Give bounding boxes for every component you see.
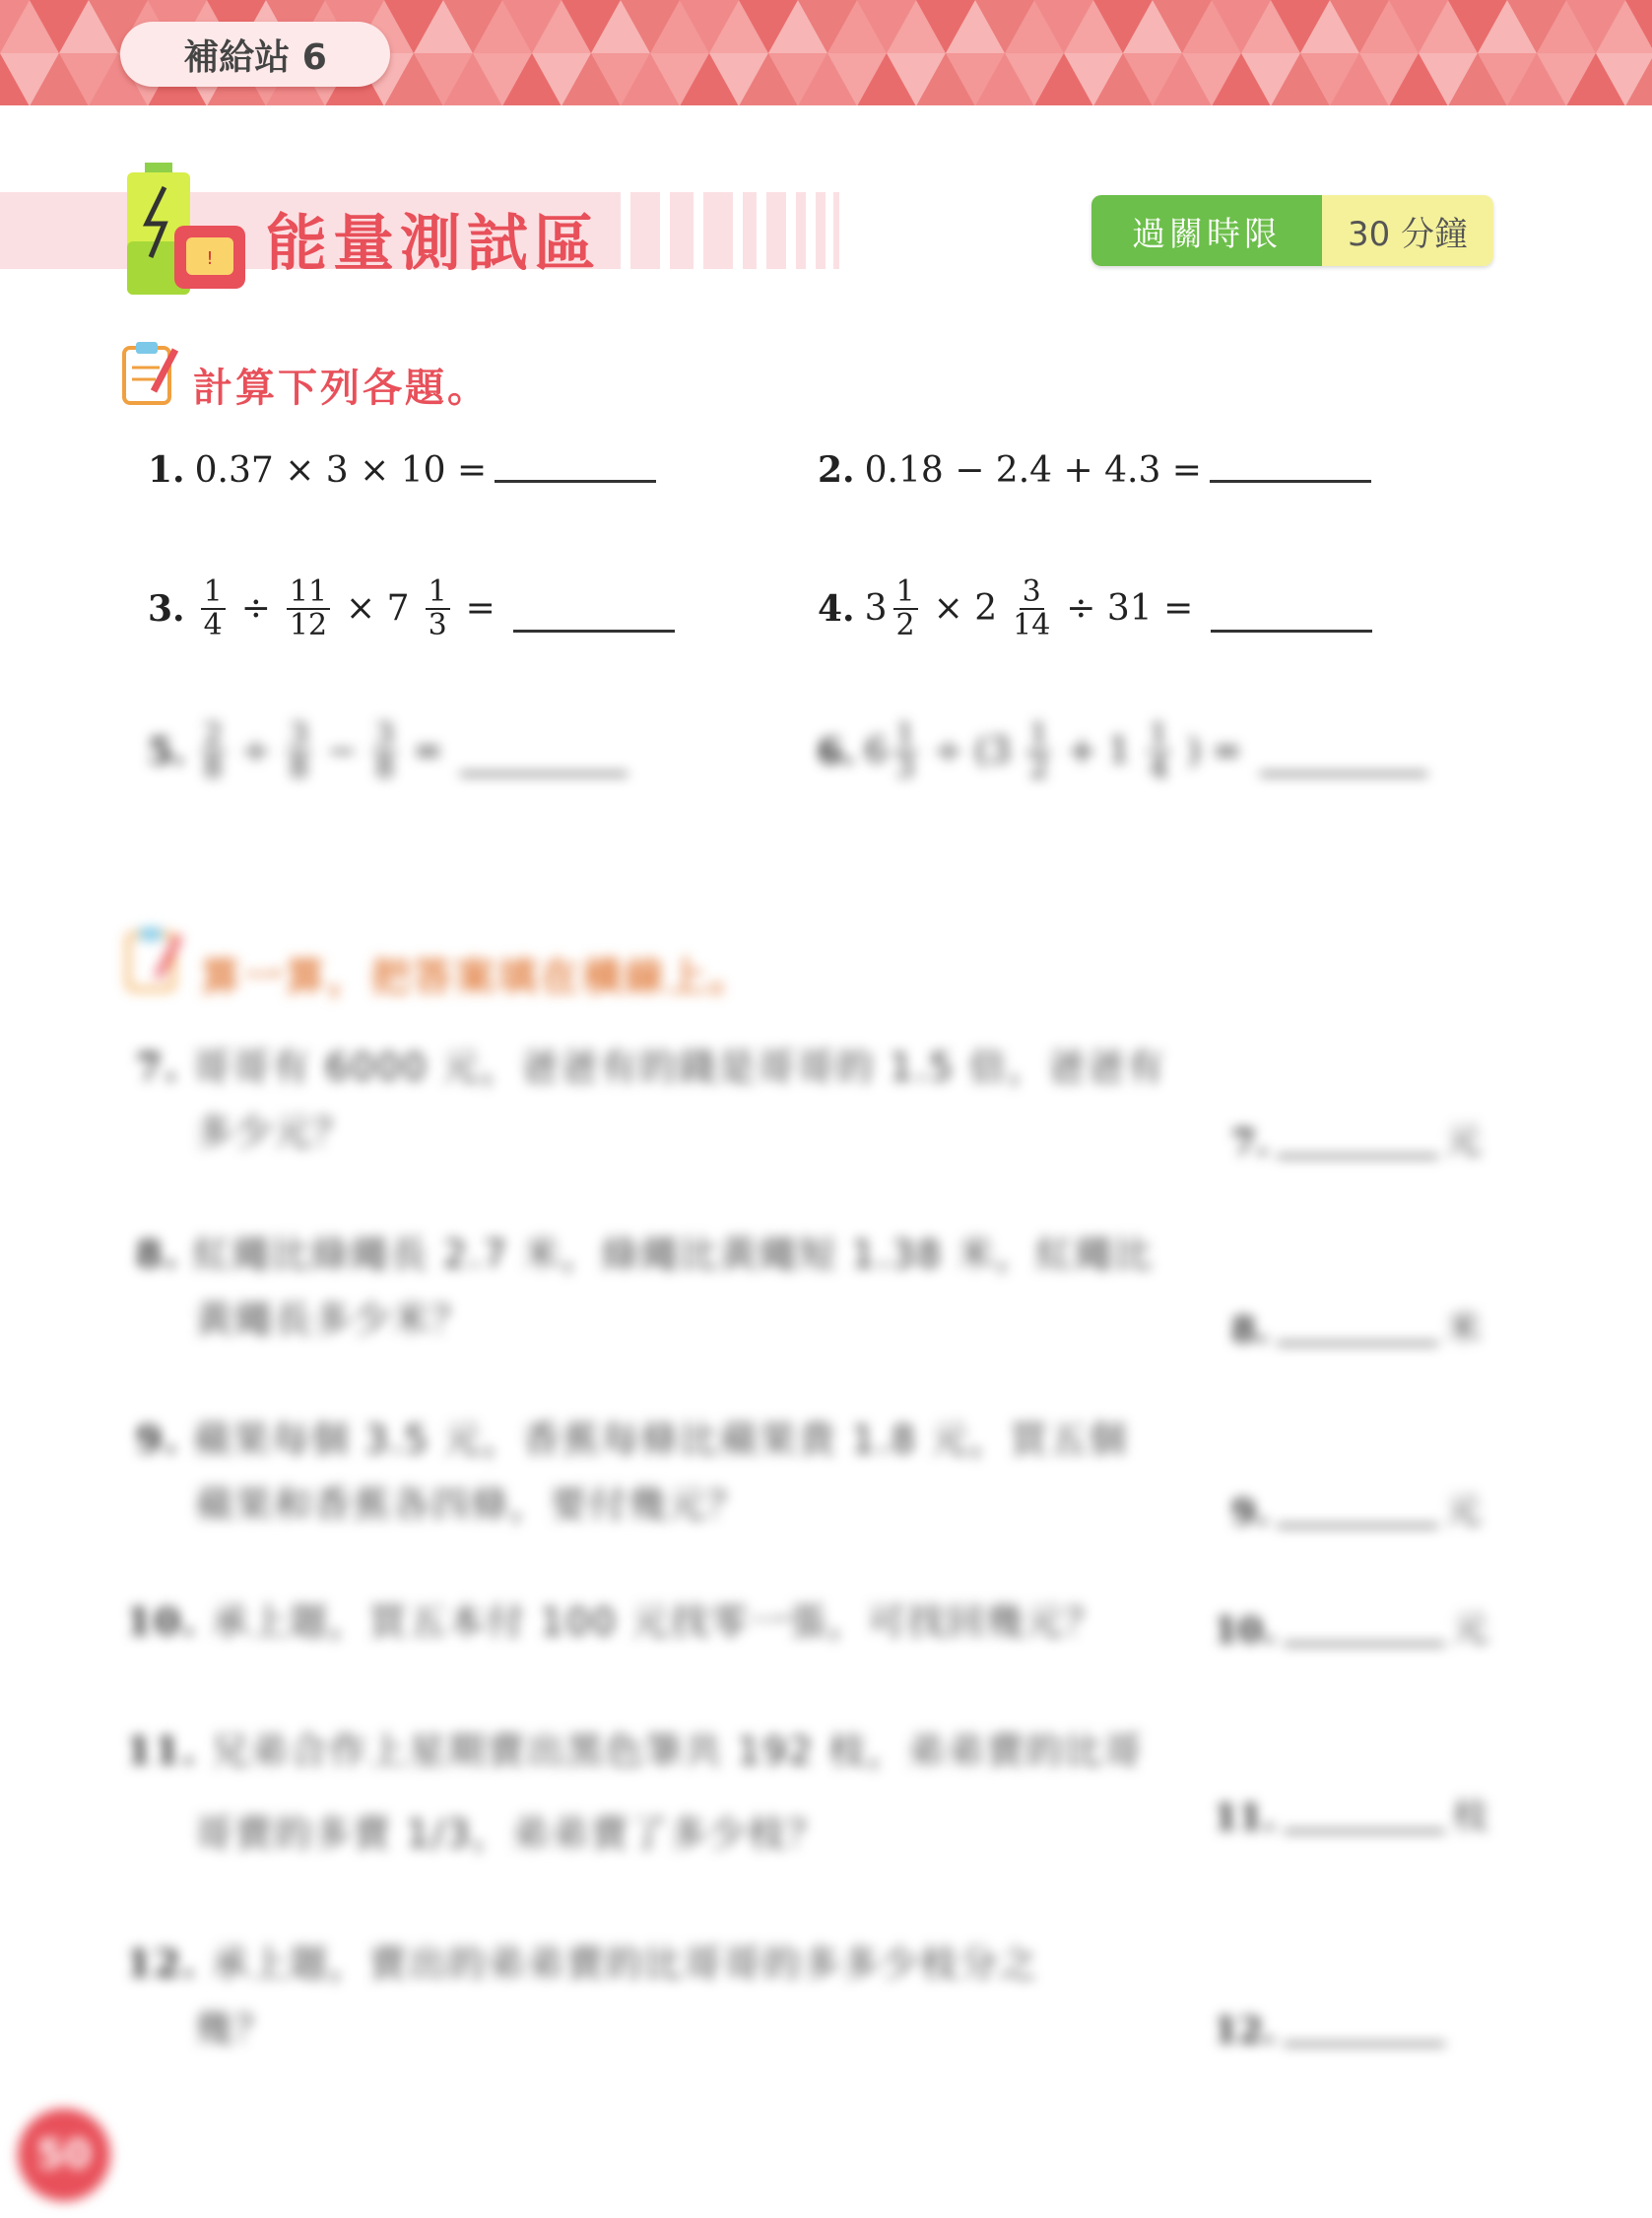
word-problem: [136, 1035, 1180, 1165]
denominator: 8: [289, 750, 308, 785]
answer-field[interactable]: [1214, 1788, 1488, 1839]
operator: × 7: [346, 588, 410, 629]
question-number: 6.: [818, 730, 855, 773]
numerator: 3: [372, 719, 397, 753]
question-expression: 0.18 − 2.4 + 4.3 =: [864, 449, 1202, 491]
denominator: 8: [203, 750, 223, 785]
answer-line[interactable]: [1277, 1342, 1438, 1345]
denominator: 2: [1029, 750, 1049, 785]
operator: ÷ (3: [933, 731, 1012, 772]
denominator: 2: [895, 607, 915, 642]
fraction: [372, 719, 397, 783]
question-1: [148, 449, 656, 491]
equals: =: [465, 588, 496, 629]
word-problem: [126, 1931, 1170, 2061]
battery-clock-icon: [125, 163, 253, 301]
page-number: 50: [18, 2109, 110, 2201]
question-number: 4.: [818, 587, 855, 630]
problem-text: 承上題，賣出的弟弟賣的比哥哥的多多少枝分之: [211, 1942, 1039, 1985]
clipboard-pencil-icon: [120, 340, 185, 409]
denominator: 4: [1149, 750, 1168, 785]
denominator: 4: [203, 607, 223, 642]
problem-text: 蘋果和香蕉各四條，要付幾元？: [195, 1483, 748, 1526]
operator: × 2: [933, 588, 998, 629]
numerator: 1: [893, 719, 918, 753]
answer-number: 12.: [1214, 2010, 1276, 2051]
answer-blank[interactable]: [1211, 620, 1372, 633]
problem-text: 哥賣的多賣 1/3，弟弟賣了多少枝？: [195, 1812, 827, 1855]
fraction: [1147, 719, 1171, 783]
word-problem: [126, 1710, 1170, 1875]
word-problem: [126, 1589, 1170, 1654]
operator: −: [326, 731, 358, 772]
fraction: [287, 576, 330, 640]
fraction: [1013, 576, 1050, 640]
answer-field[interactable]: [1231, 1301, 1482, 1351]
section-2-title: 算一算，把答案填在橫線上。: [201, 955, 752, 1000]
problem-number: 7.: [136, 1044, 179, 1089]
numerator: 2: [201, 719, 226, 753]
question-2: [818, 449, 1371, 491]
problem-number: 8.: [136, 1232, 179, 1276]
problem-text: 兄弟合作上星期賣出黑色筆共 192 枝，弟弟賣的比哥: [211, 1729, 1144, 1773]
whole-number: 3: [864, 588, 888, 629]
answer-blank[interactable]: [1210, 470, 1371, 483]
answer-number: 11.: [1214, 1797, 1276, 1839]
equals: ) =: [1186, 731, 1242, 772]
word-problem: [136, 1407, 1180, 1537]
question-number: 5.: [148, 730, 185, 773]
time-limit-label: 過關時限: [1091, 195, 1322, 266]
answer-field[interactable]: [1231, 1483, 1482, 1533]
word-problem: [136, 1222, 1180, 1352]
answer-line[interactable]: [1277, 1524, 1438, 1527]
answer-number: 8.: [1231, 1310, 1269, 1351]
answer-unit: 元: [1452, 1609, 1488, 1649]
question-4: [818, 576, 1372, 640]
answer-field[interactable]: [1214, 1601, 1488, 1651]
answer-unit: 元: [1445, 1491, 1482, 1531]
answer-unit: 枝: [1452, 1796, 1488, 1837]
operator: ÷: [240, 588, 271, 629]
equals: =: [413, 731, 443, 772]
time-limit-value: 30 分鐘: [1322, 195, 1493, 266]
problem-text: 多少元？: [195, 1110, 354, 1154]
time-limit-badge: [1091, 195, 1493, 266]
answer-blank[interactable]: [495, 470, 656, 483]
answer-field[interactable]: [1231, 1113, 1482, 1164]
fraction: [287, 719, 311, 783]
answer-line[interactable]: [1277, 1155, 1438, 1158]
section-1-title: 計算下列各題。: [193, 366, 490, 411]
answer-unit: 米: [1445, 1309, 1482, 1349]
answer-number: 9.: [1231, 1492, 1269, 1533]
problem-text: 蘋果每個 3.5 元，香蕉每條比蘋果貴 1.8 元，買五個: [192, 1418, 1128, 1461]
question-expression: 0.37 × 3 × 10 =: [194, 449, 488, 491]
answer-unit: 元: [1445, 1121, 1482, 1162]
answer-number: 10.: [1214, 1610, 1276, 1651]
clipboard-pencil-icon: [124, 926, 189, 995]
whole-number: 6: [864, 731, 888, 772]
denominator: 3: [895, 750, 915, 785]
problem-text: 黃繩長多少米？: [195, 1298, 472, 1341]
fraction: [893, 576, 918, 640]
answer-blank[interactable]: [513, 620, 675, 633]
numerator: 1: [1026, 719, 1051, 753]
answer-number: 7.: [1231, 1122, 1269, 1164]
answer-blank[interactable]: [1260, 763, 1427, 775]
question-number: 1.: [148, 449, 185, 491]
operator: ÷ 31 =: [1066, 588, 1194, 629]
answer-line[interactable]: [1284, 2043, 1445, 2046]
denominator: 14: [1013, 607, 1051, 642]
problem-number: 9.: [136, 1417, 179, 1461]
problem-text: 承上題，買五本付 100 元找零一張，可找回幾元？: [211, 1600, 1104, 1644]
operator: + 1: [1067, 731, 1131, 772]
fraction: [201, 719, 226, 783]
denominator: 8: [375, 750, 395, 785]
fraction: [893, 719, 918, 783]
numerator: 11: [287, 576, 330, 610]
problem-number: 12.: [126, 1941, 198, 1985]
question-5: [148, 719, 628, 783]
fraction: [201, 576, 226, 640]
numerator: 1: [201, 576, 226, 610]
problem-text: 哥哥有 6000 元，爸爸有的錢是哥哥的 1.5 倍，爸爸有: [192, 1045, 1166, 1089]
station-badge: 補給站 6: [120, 22, 390, 87]
operator: ÷: [240, 731, 271, 772]
problem-text: 紅繩比綠繩長 2.7 米，綠繩比黃繩短 1.38 米，紅繩比: [192, 1233, 1155, 1276]
numerator: 1: [1147, 719, 1171, 753]
problem-number: 11.: [126, 1728, 198, 1773]
answer-field[interactable]: [1214, 2010, 1453, 2051]
denominator: 12: [289, 607, 328, 642]
question-number: 3.: [148, 587, 185, 630]
fraction: [426, 576, 450, 640]
problem-number: 10.: [126, 1599, 198, 1644]
question-3: [148, 576, 675, 640]
answer-line[interactable]: [1284, 1830, 1445, 1833]
problem-text: 幾？: [195, 2007, 275, 2050]
numerator: 1: [893, 576, 918, 610]
answer-line[interactable]: [1284, 1643, 1445, 1646]
answer-blank[interactable]: [460, 763, 628, 775]
numerator: 1: [426, 576, 450, 610]
svg-text:!: !: [206, 248, 214, 269]
question-6: [818, 719, 1427, 783]
numerator: 3: [1020, 576, 1044, 610]
question-number: 2.: [818, 449, 855, 491]
page-title: 能量測試區: [266, 207, 602, 279]
denominator: 3: [428, 607, 447, 642]
fraction: [1026, 719, 1051, 783]
numerator: 3: [287, 719, 311, 753]
